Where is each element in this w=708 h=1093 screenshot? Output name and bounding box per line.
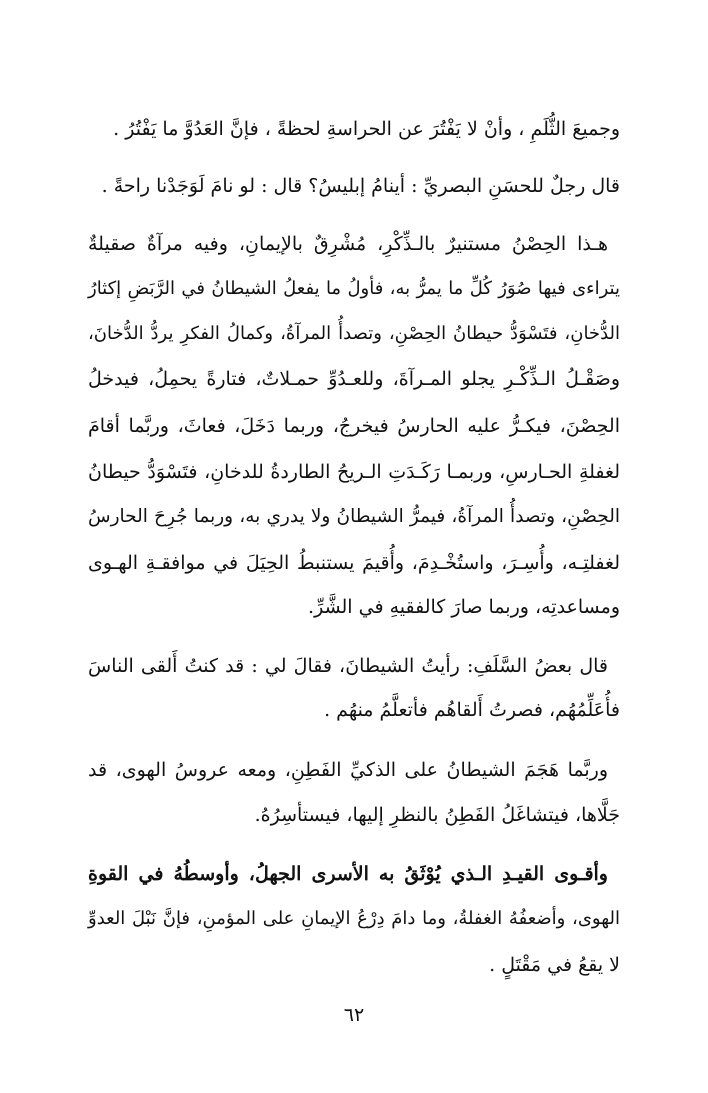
- text-line: يتراءى فيها صُوَرُ كُلِّ ما يمرُّ به، فأولُ ما يفعلُ الشيطانُ في الرَّبَضِ إكثارُ: [88, 278, 620, 299]
- text-line: لغفلتِـه، وأُسِـرَ، واستُخْـدِمَ، وأُقيمَ يستنبطُ الحِيَلَ في موافقـةِ الهـوى: [88, 552, 620, 574]
- text-line: ومساعدتِه، وربما صارَ كالفقيهِ في الشَّرِّ.: [308, 596, 620, 618]
- text-line: لا يقعُ في مَقْتَلٍ .: [489, 954, 620, 976]
- text-line: الحِصْنَ، فيكـرُّ عليه الحارسُ فيخرجُ، وربما دَخَلَ، فعاثَ، وربَّما أقامَ: [88, 415, 620, 437]
- text-line: قال بعضُ السَّلَفِ: رأيتُ الشيطانَ، فقالَ لي : قد كنتُ أَلقى الناسَ: [88, 655, 608, 677]
- text-line: الهوى، وأضعفُهُ الغفلةُ، وما دامَ دِرْعُ الإيمانِ على المؤمنِ، فإنَّ نَبْلَ العدوِّ: [88, 908, 621, 929]
- text-line: وجميعَ الثُّلَمِ ، وأنْ لا يَفْتُرَ عن الحراسةِ لحظةً ، فإنَّ العَدُوَّ ما يَفْتُرُ .: [113, 118, 620, 140]
- page-number: ٦٢: [343, 1004, 365, 1026]
- text-line: فأُعَلِّمُهُم، فصرتُ أَلقاهُم فأتعلَّمُ منهُم .: [324, 699, 620, 721]
- text-line: الحِصْنِ، وتصدأُ المرآةُ، فيمرُّ الشيطانُ ولا يدري به، وربما جُرِحَ الحارسُ: [88, 506, 620, 527]
- text-line: هـذا الحِصْنُ مستنيرٌ بالـذِّكْرِ، مُشْرِقٌ بالإيمانِ، وفيه مرآةٌ صقيلةٌ: [88, 233, 608, 255]
- text-line: وأقـوى القيـدِ الـذي يُوْثَقُ به الأسرى الجهلُ، وأوسطُهُ في القوةِ: [88, 863, 608, 885]
- text-line: وصَقْـلُ الـذِّكْـرِ يجلو المـرآةَ، وللعـدُوِّ حمـلاتٌ، فتارةً يحمِلُ، فيدخلُ: [88, 368, 620, 390]
- text-line: قال رجلٌ للحسَنِ البصريِّ : أينامُ إبليسُ؟ قال : لو نامَ لَوَجَدْنا راحةً .: [101, 175, 620, 197]
- text-line: الدُّخانِ، فتَسْوَدُّ حيطانُ الحِصْنِ، وتصدأُ المرآةُ، وكمالُ الفكرِ يردُّ الدُّخانَ،: [88, 323, 620, 344]
- text-line: لغفلةِ الحـارسِ، وربمـا رَكَـدَتِ الـريحُ الطاردةُ للدخانِ، فتَسْوَدُّ حيطانُ: [88, 461, 620, 483]
- text-line: وربَّما هَجَمَ الشيطانُ على الذكيِّ الفَطِنِ، ومعه عروسُ الهوى، قد: [88, 759, 608, 781]
- text-line: جَلَّاها، فيتشاغَلُ الفَطِنُ بالنظرِ إليها، فيستأسِرُهُ.: [254, 804, 620, 826]
